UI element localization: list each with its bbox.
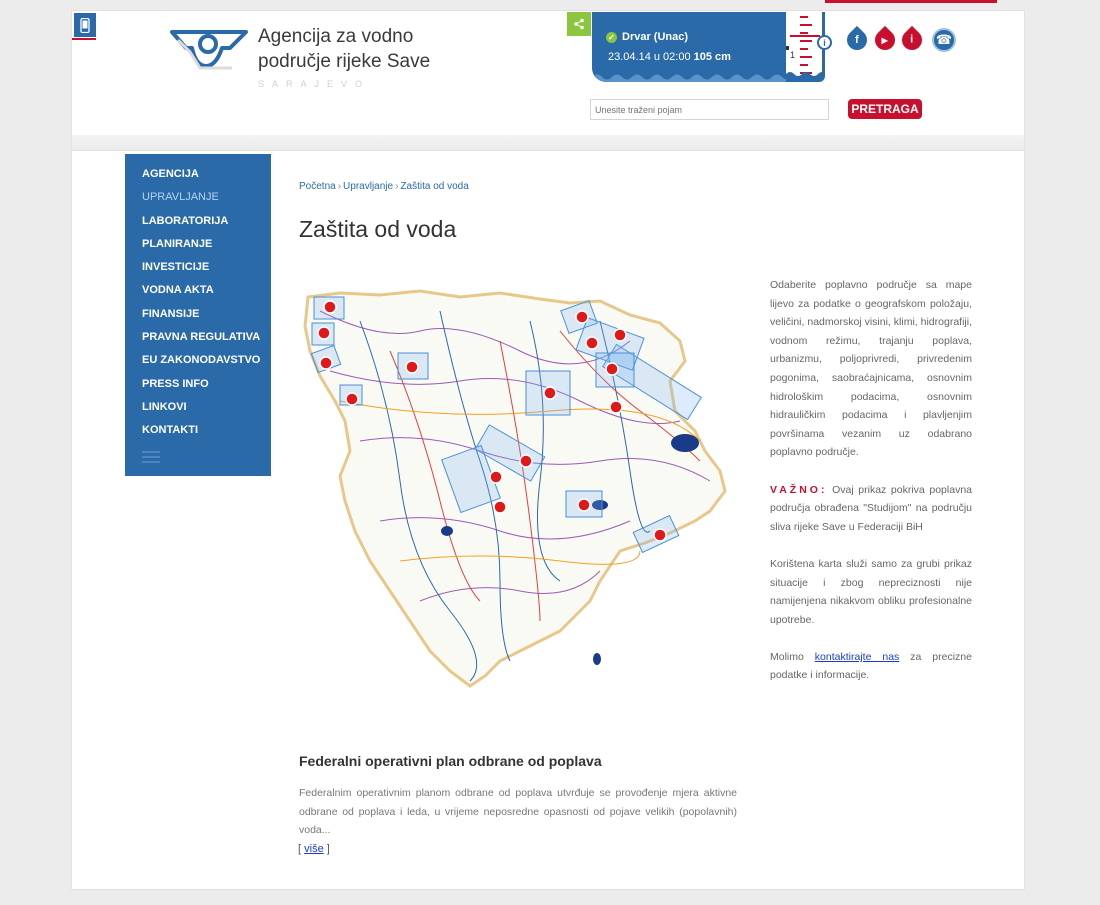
info-link[interactable] <box>901 27 923 53</box>
info-glyph: i <box>910 34 914 46</box>
gauge-ruler <box>786 12 822 82</box>
sidebar-menu <box>125 154 271 476</box>
contact-text-before: Molimo <box>770 650 804 663</box>
search-input[interactable] <box>590 99 829 120</box>
section-title: Federalni operativni plan odbrane od poplava <box>299 753 602 769</box>
facebook-glyph: f <box>855 33 859 46</box>
nav-item-kontakti[interactable]: KONTAKTI <box>142 424 199 437</box>
nav-item-finansije[interactable]: FINANSIJE <box>142 307 200 320</box>
youtube-icon <box>871 26 899 54</box>
nav-item-vodna-akta[interactable]: VODNA AKTA <box>142 284 214 297</box>
agency-logo[interactable] <box>170 26 248 74</box>
gauge-reading <box>608 51 731 63</box>
lake-marker <box>441 526 453 536</box>
nav-item-press-info[interactable]: PRESS INFO <box>142 377 209 390</box>
contact-text-after: za precizne podatke i informacije. <box>770 650 972 682</box>
disclaimer-paragraph: Korištena karta služi samo za grubi prikaz situacije i zbog nepreciznosti nije namijenjena nikakvom obliku profesionalne upotrebe. <box>770 557 972 626</box>
breadcrumb-home[interactable]: Početna <box>299 181 336 192</box>
lake-marker <box>671 434 699 452</box>
nav-item-linkovi[interactable]: LINKOVI <box>142 400 187 413</box>
mobile-button-underline <box>72 38 96 40</box>
section-text: Federalnim operativnim planom odbrane od poplava utvrđuje se provođenje mjera aktivne odbrane od poplava i leda, u vrijeme neposredne opasnosti od pojave velikih (popolavnih) voda... <box>299 787 737 837</box>
check-icon: ✓ <box>606 32 617 43</box>
gauge-station-name: Drvar (Unac) <box>622 31 689 43</box>
gauge-info-icon[interactable]: i <box>817 35 832 50</box>
wave-decoration <box>592 72 792 82</box>
lake-marker <box>593 653 601 665</box>
country-outline <box>305 291 725 686</box>
breadcrumb-current: Zaštita od voda <box>400 181 469 192</box>
header-divider <box>72 135 1024 151</box>
nav-item-pravna-regulativa[interactable]: PRAVNA REGULATIVA <box>142 331 261 344</box>
nav-item-upravljanje[interactable]: UPRAVLJANJE <box>142 191 219 204</box>
nav-item-eu-zakonodavstvo[interactable]: EU ZAKONODAVSTVO <box>142 354 261 367</box>
intro-paragraph: Odaberite poplavno područje sa mape lijevo za podatke o geografskom položaju, veličini, nadmorskoj visini, klimi, hidrografiji, vodnom režimu, trajanju poplava, urbanizmu, poljoprivredi, privredenim pogonima, saobraćajnicama, osnovnim hidrološkim podacima, osnovnim hidrauličkim podacima i plavljenjim površinama vezanim uz odabrano poplavno područje. <box>770 279 972 459</box>
gauge-datetime: 23.04.14 u 02:00 <box>608 51 691 63</box>
breadcrumb: Početna › Upravljanje › Zaštita od voda <box>299 181 469 192</box>
brand-subtitle: SARAJEVO <box>258 79 371 89</box>
share-button[interactable] <box>567 12 591 36</box>
mobile-version-button[interactable] <box>74 13 96 37</box>
phone-icon <box>932 28 956 52</box>
search-button[interactable]: PRETRAGA <box>848 99 922 119</box>
nav-item-planiranje[interactable]: PLANIRANJE <box>142 237 213 250</box>
svg-text:1: 1 <box>790 50 796 60</box>
contact-link[interactable]: kontaktirajte nas <box>814 650 900 663</box>
facebook-icon <box>843 26 871 54</box>
flood-area-map[interactable] <box>300 281 732 693</box>
important-paragraph <box>770 481 972 537</box>
nav-item-agencija[interactable]: AGENCIJA <box>142 168 199 180</box>
breadcrumb-upravljanje[interactable]: Upravljanje <box>343 181 394 192</box>
brand-title[interactable]: Agencija za vodno područje rijeke Save <box>258 26 431 72</box>
read-more: [ više ] <box>298 843 330 855</box>
nav-item-investicije[interactable]: INVESTICIJE <box>142 261 210 274</box>
gauge-level: 105 cm <box>693 51 731 63</box>
page-title: Zaštita od voda <box>299 216 457 242</box>
contact-paragraph <box>770 648 972 685</box>
important-label: VAŽNO: <box>770 483 828 496</box>
facebook-link[interactable] <box>846 27 868 53</box>
nav-item-laboratorija[interactable]: LABORATORIJA <box>142 214 229 227</box>
top-accent-line <box>825 0 997 3</box>
contact-phone-link[interactable] <box>930 27 958 53</box>
menu-handle-icon[interactable] <box>142 451 160 466</box>
water-level-widget[interactable] <box>592 12 825 82</box>
info-icon <box>898 26 926 54</box>
read-more-link[interactable]: više <box>304 843 324 855</box>
important-text: Ovaj prikaz pokriva poplavna područja obrađena "Studijom" na području sliva rijeke Save u Federaciji BiH <box>770 483 972 533</box>
page-container <box>71 10 1025 890</box>
youtube-glyph: ▶ <box>881 35 889 45</box>
share-icon <box>573 18 585 30</box>
phone-glyph: ☎ <box>935 32 953 47</box>
gauge-station <box>606 31 688 43</box>
intro-text <box>770 276 972 704</box>
mobile-phone-icon <box>80 18 90 33</box>
youtube-link[interactable] <box>874 27 896 53</box>
